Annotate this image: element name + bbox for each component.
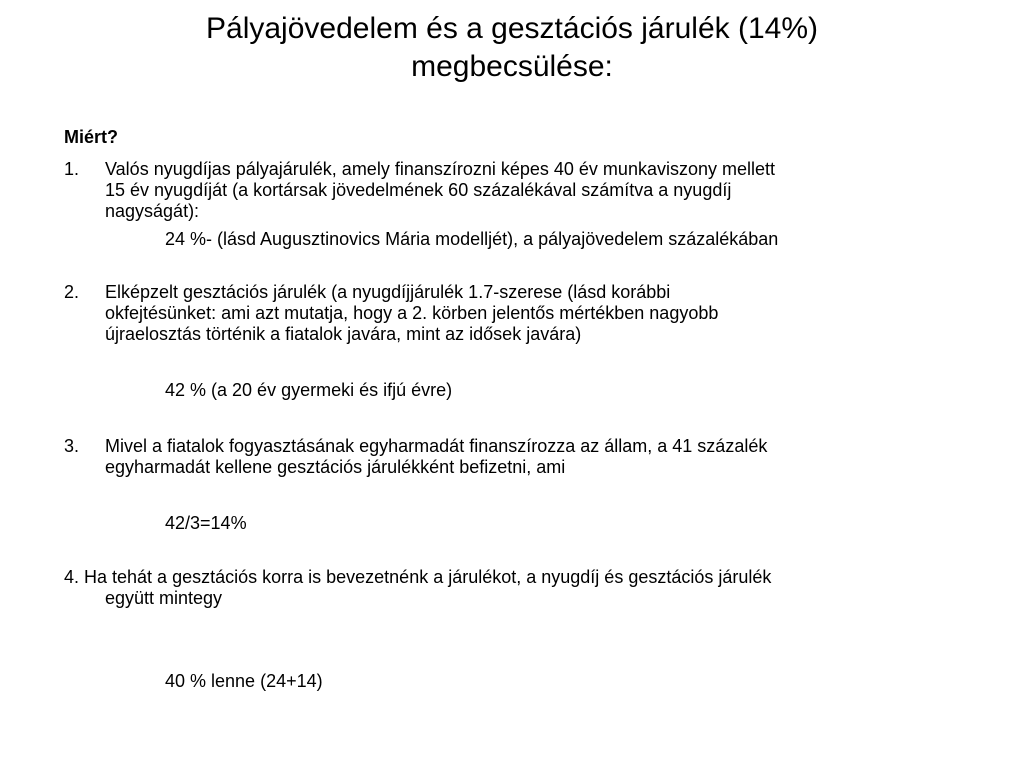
item-2-number: 2.	[64, 282, 80, 302]
slide-title-line: megbecsülése:	[411, 50, 613, 83]
item-1-line: Valós nyugdíjas pályajárulék, amely finanszírozni képes 40 év munkaviszony mellett	[105, 159, 775, 179]
item-2-result: 42 % (a 20 év gyermeki és ifjú évre)	[165, 380, 453, 400]
item-4-line: 4. Ha tehát a gesztációs korra is bevezetnénk a járulékot, a nyugdíj és gesztációs járulék	[64, 567, 772, 587]
item-1-line: nagyságát):	[105, 201, 200, 221]
item-2-line: Elképzelt gesztációs járulék (a nyugdíjjárulék 1.7-szerese (lásd korábbi	[105, 282, 671, 302]
section-heading: Miért?	[64, 127, 118, 147]
item-4-line: együtt mintegy	[105, 588, 223, 608]
item-1-text	[105, 159, 985, 222]
item-3-line: egyharmadát kellene gesztációs járulékként befizetni, ami	[105, 457, 566, 477]
slide-title	[0, 10, 1024, 86]
item-4-result: 40 % lenne (24+14)	[165, 671, 323, 691]
slide-title-line: Pályajövedelem és a gesztációs járulék (14%)	[206, 12, 818, 45]
item-1-number: 1.	[64, 159, 80, 179]
item-3-result: 42/3=14%	[165, 513, 247, 533]
item-2-line: okfejtésünket: ami azt mutatja, hogy a 2. körben jelentős mértékben nagyobb	[105, 303, 719, 323]
item-4-text	[64, 567, 771, 609]
item-2-text	[105, 282, 985, 345]
item-1-line: 15 év nyugdíját (a kortársak jövedelmének 60 százalékával számítva a nyugdíj	[105, 180, 732, 200]
item-1-result: 24 %- (lásd Augusztinovics Mária modelljét), a pályajövedelem százalékában	[165, 229, 779, 249]
item-3-number: 3.	[64, 436, 80, 456]
item-3-line: Mivel a fiatalok fogyasztásának egyharmadát finanszírozza az állam, a 41 százalék	[105, 436, 768, 456]
item-3-text	[105, 436, 985, 478]
item-2-line: újraelosztás történik a fiatalok javára, mint az idősek javára)	[105, 324, 582, 344]
